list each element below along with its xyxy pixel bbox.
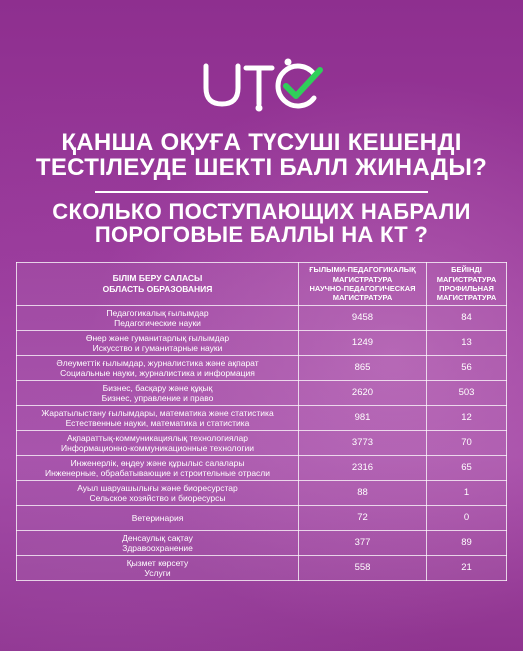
header-scientific-pedagogical: ҒЫЛЫМИ-ПЕДАГОГИКАЛЫҚ МАГИСТРАТУРА НАУЧНО-ПЕДАГОГИЧЕСКАЯ МАГИСТРАТУРА	[299, 263, 427, 306]
headline-russian: СКОЛЬКО ПОСТУПАЮЩИХ НАБРАЛИ ПОРОГОВЫЕ БАЛЛЫ НА КТ ?	[52, 199, 471, 248]
utc-logo	[200, 58, 326, 114]
scientific-count-cell: 88	[299, 481, 427, 506]
table-header-row	[17, 263, 507, 306]
profile-count-cell: 84	[427, 306, 507, 331]
table-row	[17, 531, 507, 556]
field-name-cell: Денсаулық сақтау Здравоохранение	[17, 531, 299, 556]
field-name-cell: Бизнес, басқару және құқық Бизнес, управление и право	[17, 381, 299, 406]
scientific-count-cell: 1249	[299, 331, 427, 356]
field-name-cell: Өнер және гуманитарлық ғылымдар Искусство и гуманитарные науки	[17, 331, 299, 356]
table-row	[17, 306, 507, 331]
table-row	[17, 556, 507, 581]
field-name-cell: Педагогикалық ғылымдар Педагогические науки	[17, 306, 299, 331]
checkmark-icon	[286, 70, 320, 96]
scientific-count-cell: 981	[299, 406, 427, 431]
field-name-cell: Әлеуметтік ғылымдар, журналистика және ақпарат Социальные науки, журналистика и информация	[17, 356, 299, 381]
profile-count-cell: 89	[427, 531, 507, 556]
table-row	[17, 356, 507, 381]
profile-count-cell: 21	[427, 556, 507, 581]
table-row	[17, 456, 507, 481]
profile-count-cell: 56	[427, 356, 507, 381]
table-row	[17, 506, 507, 531]
field-name-cell: Ауыл шаруашылығы және биоресурстар Сельское хозяйство и биоресурсы	[17, 481, 299, 506]
field-name-cell: Қызмет көрсету Услуги	[17, 556, 299, 581]
scientific-count-cell: 2316	[299, 456, 427, 481]
table-row	[17, 481, 507, 506]
table-row	[17, 381, 507, 406]
profile-count-cell: 13	[427, 331, 507, 356]
scientific-count-cell: 558	[299, 556, 427, 581]
header-field-of-education: БІЛІМ БЕРУ САЛАСЫ ОБЛАСТЬ ОБРАЗОВАНИЯ	[17, 263, 299, 306]
admissions-table	[16, 262, 507, 581]
field-name-cell: Ақпараттық-коммуникациялық технологиялар Информационно-коммуникационные технологии	[17, 431, 299, 456]
table-row	[17, 406, 507, 431]
field-name-cell: Инженерлік, өңдеу және құрылыс салалары Инженерные, обрабатывающие и строительные отрасли	[17, 456, 299, 481]
profile-count-cell: 70	[427, 431, 507, 456]
scientific-count-cell: 3773	[299, 431, 427, 456]
profile-count-cell: 12	[427, 406, 507, 431]
header-profile: БЕЙІНДІ МАГИСТРАТУРА ПРОФИЛЬНАЯ МАГИСТРАТУРА	[427, 263, 507, 306]
field-name-cell: Ветеринария	[17, 506, 299, 531]
profile-count-cell: 503	[427, 381, 507, 406]
scientific-count-cell: 377	[299, 531, 427, 556]
scientific-count-cell: 72	[299, 506, 427, 531]
logo-letter-t	[246, 68, 272, 104]
scientific-count-cell: 9458	[299, 306, 427, 331]
scientific-count-cell: 865	[299, 356, 427, 381]
table-row	[17, 431, 507, 456]
field-name-cell: Жаратылыстану ғылымдары, математика және статистика Естественные науки, математика и статистика	[17, 406, 299, 431]
profile-count-cell: 0	[427, 506, 507, 531]
table-row	[17, 331, 507, 356]
scientific-count-cell: 2620	[299, 381, 427, 406]
headline-divider	[95, 191, 428, 193]
profile-count-cell: 65	[427, 456, 507, 481]
logo-letter-u	[206, 66, 238, 104]
profile-count-cell: 1	[427, 481, 507, 506]
headline-kazakh: ҚАНША ОҚУҒА ТҮСУШІ КЕШЕНДІ ТЕСТІЛЕУДЕ ШЕКТІ БАЛЛ ЖИНАДЫ?	[35, 129, 488, 182]
